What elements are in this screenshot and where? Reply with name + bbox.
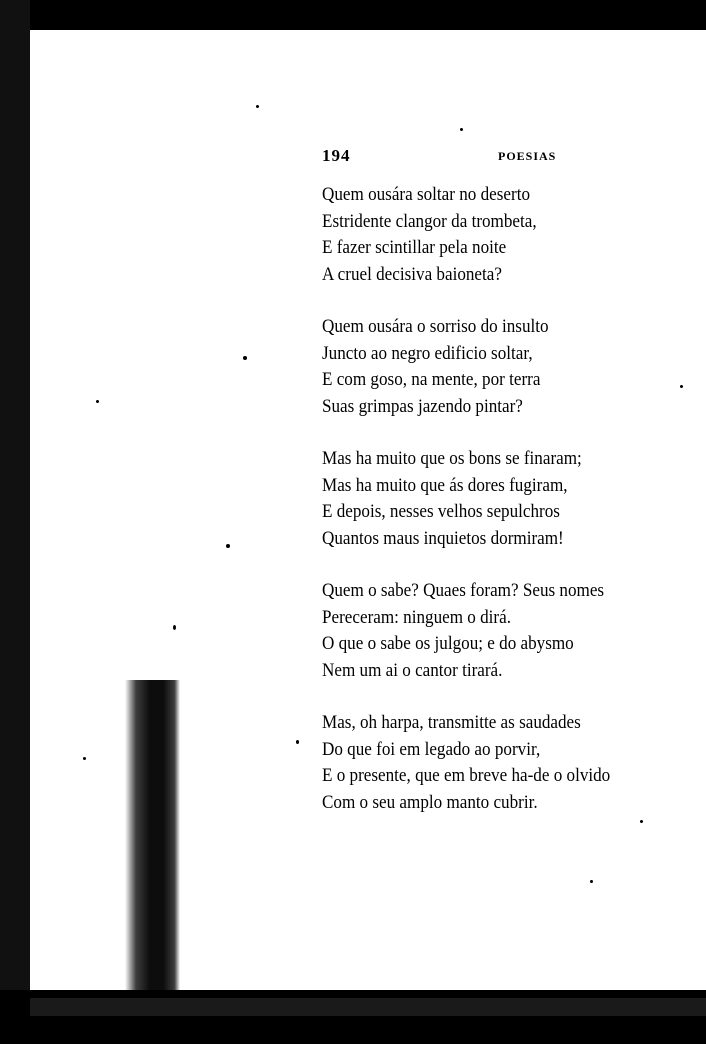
gutter-shadow: [125, 680, 180, 990]
verse-line: Mas ha muito que os bons se finaram;: [322, 448, 582, 469]
verse-line: Quem ousára o sorriso do insulto: [322, 316, 549, 337]
stanza-3: [322, 446, 702, 552]
verse-line: E o presente, que em breve ha-de o olvido: [322, 765, 611, 786]
scan-bottom-border: [0, 990, 706, 1044]
poem: [322, 182, 702, 842]
book-page: [30, 30, 706, 990]
verse-line: Mas ha muito que ás dores fugiram,: [322, 474, 568, 496]
verse-line: Estridente clangor da trombeta,: [322, 210, 537, 232]
stanza-1: [322, 182, 702, 288]
verse-line: Quem ousára soltar no deserto: [322, 184, 530, 205]
verse-line: E depois, nesses velhos sepulchros: [322, 501, 560, 522]
running-title: POESIAS: [498, 149, 557, 163]
scan-top-border: [30, 0, 706, 30]
verse-line: A cruel decisiva baioneta?: [322, 263, 502, 285]
stanza-5: [322, 710, 702, 816]
verse-line: Quantos maus inquietos dormiram!: [322, 527, 564, 549]
verse-line: Do que foi em legado ao porvir,: [322, 738, 541, 760]
verse-line: O que o sabe os julgou; e do abysmo: [322, 633, 574, 654]
verse-line: Juncto ao negro edificio soltar,: [322, 342, 533, 364]
running-head: [322, 146, 622, 170]
scan-left-border: [0, 0, 30, 1044]
verse-line: Mas, oh harpa, transmitte as saudades: [322, 712, 581, 733]
stanza-4: [322, 578, 702, 684]
verse-line: E fazer scintillar pela noite: [322, 237, 507, 258]
verse-line: E com goso, na mente, por terra: [322, 369, 541, 390]
verse-line: Com o seu amplo manto cubrir.: [322, 791, 538, 813]
verse-line: Nem um ai o cantor tirará.: [322, 659, 503, 681]
verse-line: Pereceram: ninguem o dirá.: [322, 606, 511, 628]
verse-line: Suas grimpas jazendo pintar?: [322, 395, 523, 417]
verse-line: Quem o sabe? Quaes foram? Seus nomes: [322, 580, 605, 601]
stanza-2: [322, 314, 702, 420]
page-number: 194: [322, 146, 351, 165]
